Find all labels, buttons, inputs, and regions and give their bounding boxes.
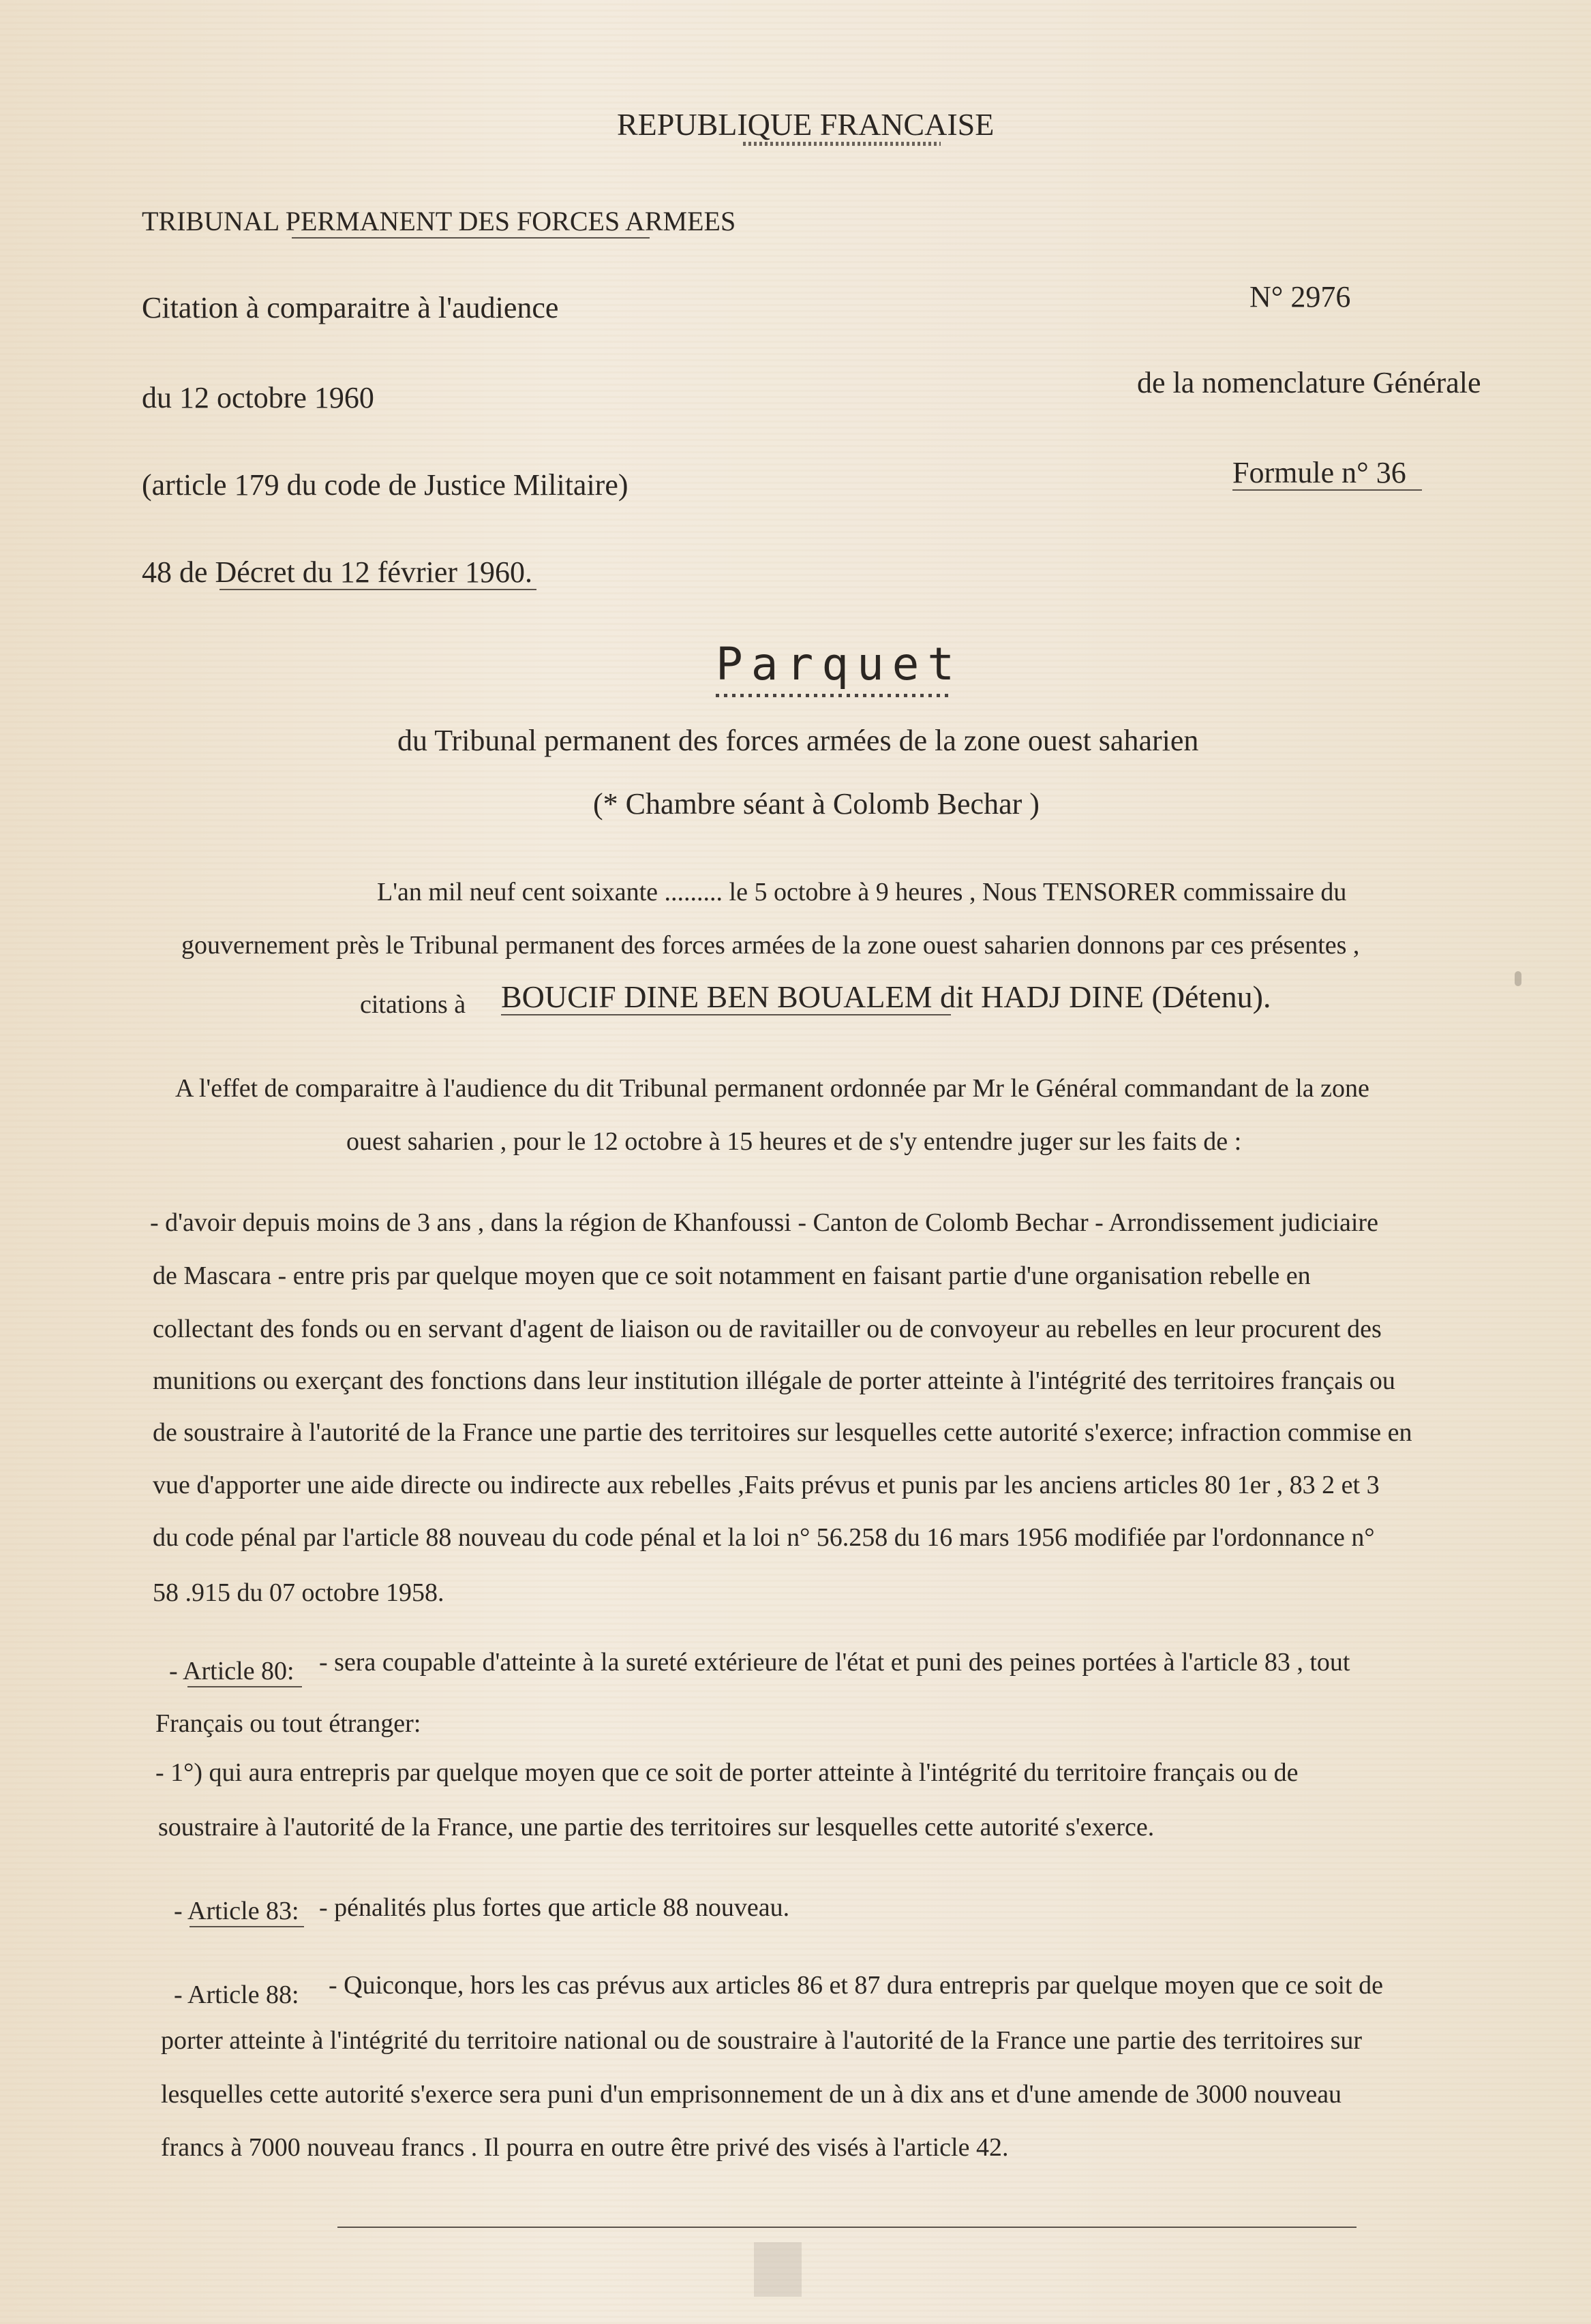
republic-wavy-underline (743, 142, 941, 146)
decret-line: 48 de Décret du 12 février 1960. (142, 555, 533, 589)
parquet-dotted-underline (716, 694, 953, 697)
article-83-label: - Article 83: (174, 1897, 299, 1925)
document-number: N° 2976 (1249, 280, 1351, 314)
faits-line-2: de Mascara - entre pris par quelque moyen que ce soit notamment en faisant partie d'une organisation rebelle en (153, 1262, 1311, 1290)
parquet-title: Parquet (716, 638, 963, 690)
faits-line-7: du code pénal par l'article 88 nouveau du code pénal et la loi n° 56.258 du 16 mars 1956 modifiée par l'ordonnance n° (153, 1523, 1375, 1552)
faits-line-6: vue d'apporter une aide directe ou indirecte aux rebelles ,Faits prévus et punis par les anciens articles 80 1er , 83 2 et 3 (153, 1471, 1380, 1499)
intro-line-1: L'an mil neuf cent soixante ......... le 5 octobre à 9 heures , Nous TENSORER commissaire du (377, 878, 1347, 906)
republic-heading: REPUBLIQUE FRANCAISE (617, 107, 995, 142)
hearing-date-line: du 12 octobre 1960 (142, 381, 374, 414)
article-88-line-1: - Quiconque, hors les cas prévus aux articles 86 et 87 dura entrepris par quelque moyen que ce soit de (329, 1971, 1383, 2000)
accused-name-underline (501, 1014, 951, 1015)
scan-smudge (754, 2242, 802, 2297)
article-80-label: - Article 80: (169, 1657, 294, 1685)
intro-line-2: gouvernement près le Tribunal permanent des forces armées de la zone ouest saharien donnons par ces présentes , (181, 931, 1360, 960)
chambre-line: (* Chambre séant à Colomb Bechar ) (593, 787, 1040, 821)
formule-line: Formule n° 36 (1232, 456, 1406, 489)
nomenclature-line: de la nomenclature Générale (1137, 366, 1481, 399)
tribunal-underline (292, 237, 650, 239)
article-line: (article 179 du code de Justice Militaire) (142, 468, 628, 502)
footer-rule (337, 2227, 1357, 2228)
article-88-line-2: porter atteinte à l'intégrité du territoire national ou de soustraire à l'autorité de la France une partie des territoires sur (161, 2026, 1363, 2055)
parquet-subtitle: du Tribunal permanent des forces armées de la zone ouest saharien (397, 724, 1199, 757)
article-80-line-3: - 1°) qui aura entrepris par quelque moyen que ce soit de porter atteinte à l'intégrité du territoire français ou de (155, 1758, 1299, 1787)
article-88-line-4: francs à 7000 nouveau francs . Il pourra en outre être privé des visés à l'article 42. (161, 2133, 1009, 2162)
article-80-line-1: - sera coupable d'atteinte à la sureté extérieure de l'état et puni des peines portées à l'article 83 , tout (319, 1648, 1350, 1677)
faits-line-4: munitions ou exerçant des fonctions dans leur institution illégale de porter atteinte à l'intégrité des territoires français ou (153, 1366, 1395, 1395)
article-88-label: - Article 88: (174, 1981, 299, 2009)
decret-underline (219, 589, 536, 590)
citations-prefix: citations à (360, 990, 466, 1019)
faits-line-5: de soustraire à l'autorité de la France une partie des territoires sur lesquelles cette autorité s'exerce; infraction commise en (153, 1418, 1412, 1447)
article-80-line-2: Français ou tout étranger: (155, 1709, 421, 1738)
faits-line-8: 58 .915 du 07 octobre 1958. (153, 1578, 444, 1607)
article-80-line-4: soustraire à l'autorité de la France, une partie des territoires sur lesquelles cette autorité s'exerce. (158, 1813, 1155, 1841)
article-83-underline (190, 1926, 304, 1927)
citation-line: Citation à comparaitre à l'audience (142, 291, 559, 324)
tribunal-heading: TRIBUNAL PERMANENT DES FORCES ARMEES (142, 206, 736, 236)
accused-name: BOUCIF DINE BEN BOUALEM dit HADJ DINE (Détenu). (501, 979, 1271, 1014)
faits-line-3: collectant des fonds ou en servant d'agent de liaison ou de ravitailler ou de convoyeur au rebelles en leur procurent des (153, 1315, 1382, 1343)
article-88-line-3: lesquelles cette autorité s'exerce sera puni d'un emprisonnement de un à dix ans et d'une amende de 3000 nouveau (161, 2080, 1342, 2109)
formule-underline (1232, 489, 1422, 491)
scan-mark (1515, 971, 1521, 986)
article-80-underline (187, 1686, 302, 1687)
article-83-text: - pénalités plus fortes que article 88 nouveau. (319, 1893, 790, 1922)
effet-line-1: A l'effet de comparaitre à l'audience du dit Tribunal permanent ordonnée par Mr le Général commandant de la zone (175, 1074, 1369, 1103)
effet-line-2: ouest saharien , pour le 12 octobre à 15 heures et de s'y entendre juger sur les faits de : (346, 1127, 1242, 1156)
faits-line-1: - d'avoir depuis moins de 3 ans , dans la région de Khanfoussi - Canton de Colomb Bechar - Arrondissement judiciaire (150, 1208, 1378, 1237)
